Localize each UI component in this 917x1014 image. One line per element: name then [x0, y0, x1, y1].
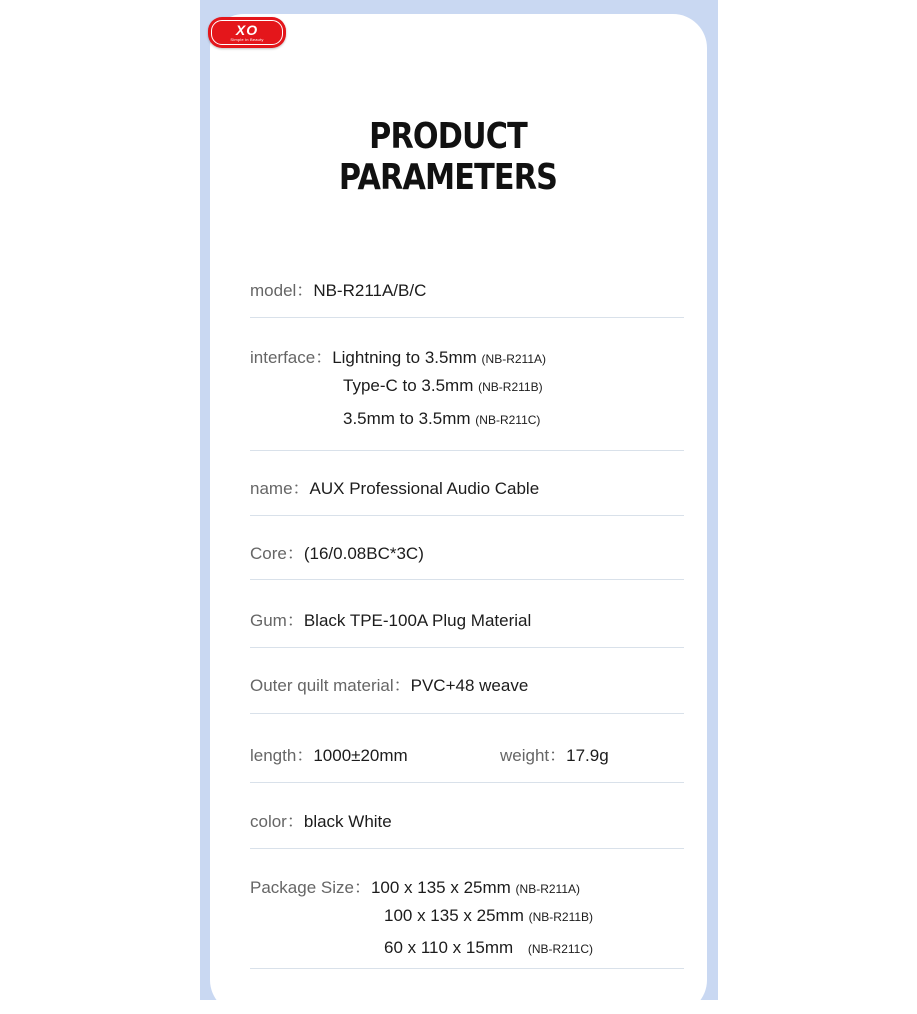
param-label: Outer quilt material：	[250, 676, 411, 695]
brand-logo	[208, 17, 286, 48]
param-value: 17.9g	[566, 746, 609, 765]
divider	[250, 515, 684, 516]
param-value: 60 x 110 x 15mm	[384, 938, 514, 957]
param-model	[250, 276, 684, 301]
param-value: NB-R211A/B/C	[313, 281, 427, 300]
param-package-line	[384, 906, 684, 926]
param-value: AUX Professional Audio Cable	[309, 479, 540, 498]
param-label: Package Size：	[250, 878, 371, 897]
param-package-line	[384, 938, 684, 958]
model-code: (NB-R211B)	[478, 380, 543, 394]
logo-tagline: Simple in Beauty	[230, 37, 264, 42]
divider	[250, 782, 684, 783]
param-core	[250, 539, 684, 564]
param-interface	[250, 343, 684, 368]
param-label: weight：	[500, 746, 567, 765]
param-value: Black TPE-100A Plug Material	[303, 611, 532, 630]
divider	[250, 848, 684, 849]
divider	[250, 647, 684, 648]
param-interface-line	[343, 409, 684, 429]
param-outer-material	[250, 671, 684, 696]
model-code: (NB-R211A)	[481, 352, 546, 366]
divider	[250, 579, 684, 580]
param-package-size	[250, 873, 684, 898]
param-label: Gum：	[250, 611, 304, 630]
divider	[250, 450, 684, 451]
param-value: 100 x 135 x 25mm	[384, 906, 524, 925]
param-value: 1000±20mm	[313, 746, 408, 765]
param-weight	[500, 741, 684, 766]
param-value: PVC+48 weave	[410, 676, 529, 695]
model-code: (NB-R211C)	[475, 413, 541, 427]
param-label: length：	[250, 746, 314, 765]
param-label: model：	[250, 281, 314, 300]
param-label: Core：	[250, 544, 304, 563]
param-value: (16/0.08BC*3C)	[303, 544, 424, 563]
model-code: (NB-R211B)	[528, 910, 594, 924]
param-label: interface：	[250, 348, 333, 367]
model-code: (NB-R211A)	[515, 882, 581, 896]
divider	[250, 713, 684, 714]
param-label: name：	[250, 479, 310, 498]
param-interface-line	[343, 376, 684, 396]
param-gum	[250, 606, 684, 631]
param-value: 100 x 135 x 25mm	[370, 878, 511, 897]
logo-mark: XO	[235, 22, 259, 38]
param-value: black White	[303, 812, 392, 831]
param-name	[250, 474, 684, 499]
param-color	[250, 807, 684, 832]
model-code: (NB-R211C)	[527, 942, 593, 956]
param-label: color：	[250, 812, 304, 831]
divider	[250, 968, 684, 969]
page-title: PRODUCT PARAMETERS	[338, 116, 558, 198]
param-value: 3.5mm to 3.5mm	[343, 409, 471, 428]
param-value: Lightning to 3.5mm	[332, 348, 477, 367]
param-value: Type-C to 3.5mm	[343, 376, 474, 395]
divider	[250, 317, 684, 318]
